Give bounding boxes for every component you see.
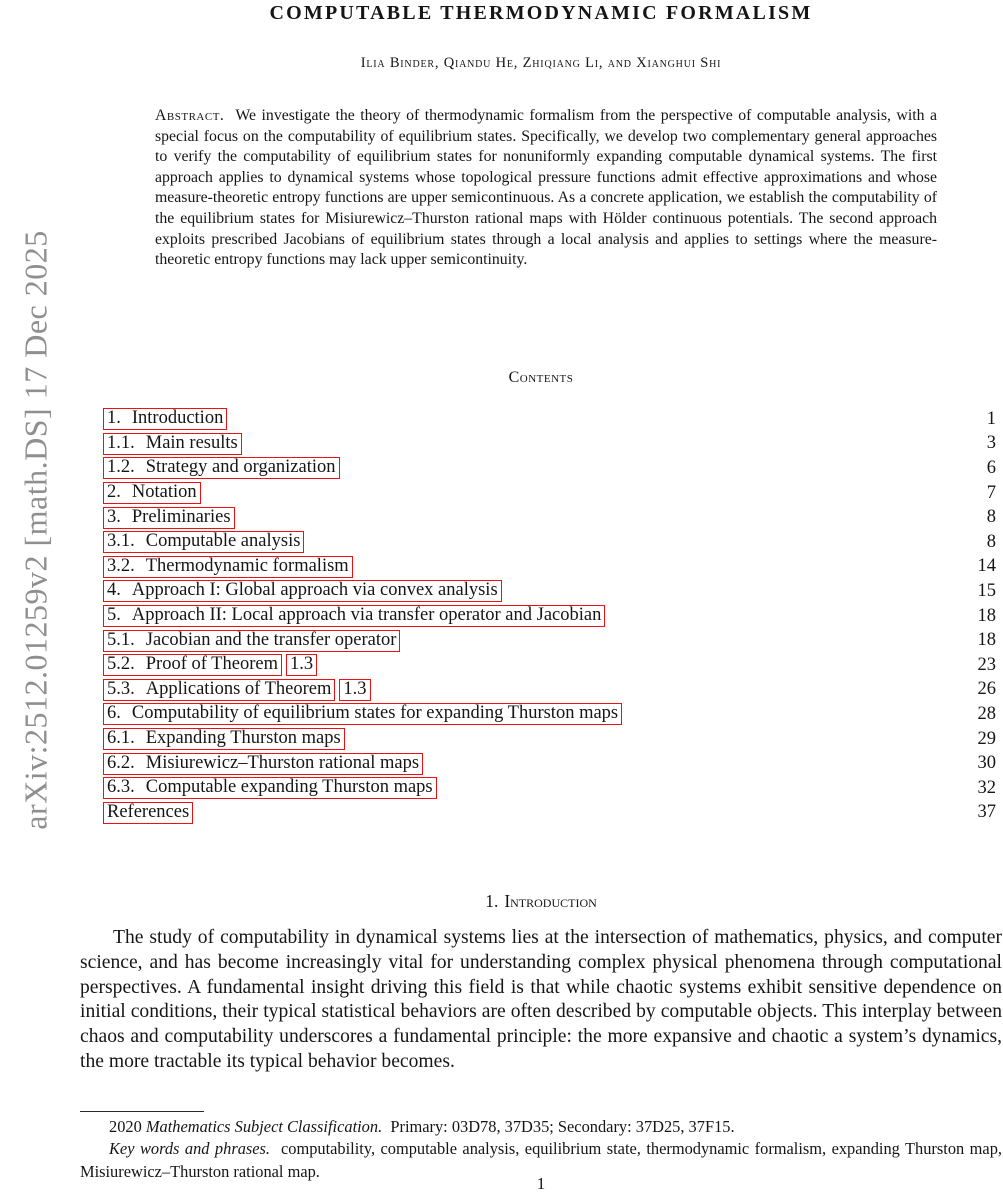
toc-entry-title: Preliminaries — [131, 506, 231, 527]
keywords-text: computability, computable analysis, equilibrium state, thermodynamic formalism, expanding Thurston map, Misiurewicz–Thurston rational map. — [80, 1139, 1002, 1181]
toc-entry — [103, 628, 996, 653]
toc-entry-left — [103, 580, 502, 602]
toc-entry — [103, 678, 996, 703]
toc-page-number: 14 — [977, 556, 996, 577]
toc-entry-title: Approach I: Global approach via convex analysis — [131, 580, 498, 601]
section-title: Introduction — [504, 891, 597, 911]
toc-page-number: 37 — [977, 802, 996, 823]
toc-entry-left — [103, 728, 345, 750]
msc-footnote — [80, 1116, 1002, 1138]
toc-link[interactable] — [103, 433, 242, 455]
msc-text: Primary: 03D78, 37D35; Secondary: 37D25, 37F15. — [390, 1117, 735, 1136]
toc-entry — [103, 432, 996, 457]
toc-entry-left — [103, 457, 340, 479]
toc-entry — [103, 481, 996, 506]
toc-entry-title: Jacobian and the transfer operator — [145, 629, 397, 650]
toc-entry-left — [103, 408, 227, 430]
toc-page-number: 29 — [977, 728, 996, 749]
toc-entry-number: 3.2. — [107, 555, 135, 576]
toc-entry — [103, 776, 996, 801]
toc-entry-title: Expanding Thurston maps — [145, 728, 341, 749]
toc-entry-left — [103, 777, 437, 799]
msc-label: Mathematics Subject Classification. — [145, 1117, 383, 1136]
toc-link[interactable] — [103, 531, 304, 553]
contents-heading: Contents — [508, 369, 574, 386]
toc-entry-title: Computable expanding Thurston maps — [145, 777, 433, 798]
toc-page-number: 8 — [986, 507, 996, 528]
toc-entry-left — [103, 630, 400, 652]
toc-entry — [103, 604, 996, 629]
msc-year: 2020 — [109, 1117, 142, 1136]
toc-entry-number: 4. — [107, 580, 121, 601]
toc-link[interactable] — [103, 753, 423, 775]
section-heading — [80, 891, 1002, 912]
toc-link[interactable] — [103, 605, 605, 627]
toc-entry-left — [103, 605, 605, 627]
toc-entry-title: Strategy and organization — [145, 457, 336, 478]
toc-ref-link[interactable]: 1.3 — [286, 654, 317, 676]
toc-entry — [103, 555, 996, 580]
toc-entry-number: 6. — [107, 703, 121, 724]
toc-entry-title: Computability of equilibrium states for expanding Thurston maps — [131, 703, 619, 724]
toc-entry — [103, 456, 996, 481]
toc-entry-left — [103, 507, 235, 529]
toc-entry-number: 3.1. — [107, 531, 135, 552]
toc-page-number: 30 — [977, 753, 996, 774]
toc-entry — [103, 530, 996, 555]
toc-page-number: 18 — [977, 605, 996, 626]
toc-page-number: 6 — [986, 457, 996, 478]
toc-page-number: 26 — [977, 679, 996, 700]
toc-entry-title: Applications of Theorem — [145, 678, 332, 699]
toc-page-number: 23 — [977, 654, 996, 675]
toc-link[interactable] — [103, 507, 235, 529]
toc-entry-number: 6.3. — [107, 777, 135, 798]
toc-entry — [103, 407, 996, 432]
toc-entry-title: Introduction — [131, 408, 224, 429]
toc-entry-number: 5.2. — [107, 654, 135, 675]
toc-page-number: 28 — [977, 703, 996, 724]
toc-page-number: 3 — [986, 433, 996, 454]
toc-entry-number: 5.3. — [107, 678, 135, 699]
paper-body — [80, 0, 1002, 1200]
arxiv-stamp: arXiv:2512.01259v2 [math.DS] 17 Dec 2025 — [17, 230, 54, 830]
paper-title: COMPUTABLE THERMODYNAMIC FORMALISM — [269, 2, 813, 24]
intro-paragraph: The study of computability in dynamical systems lies at the intersection of mathematics, physics, and computer science, and has become increasingly vital for understanding complex physical phenomena through computational perspectives. A fundamental insight driving this field is that while chaotic systems exhibit sensitive dependence on initial conditions, their typical statistical behaviors are often described by computable objects. This interplay between chaos and computability underscores a fundamental principle: the more expansive and chaotic a system’s dynamics, the more tractable its typical behavior becomes. — [80, 927, 1002, 1072]
toc-entry-number: 6.1. — [107, 728, 135, 749]
toc-link[interactable] — [103, 482, 201, 504]
toc-entry-left — [103, 679, 371, 701]
page-number: 1 — [536, 1174, 546, 1193]
toc-entry-left — [103, 654, 317, 676]
toc-entry-number: 2. — [107, 482, 121, 503]
toc-entry — [103, 801, 996, 826]
toc-entry-left — [103, 482, 201, 504]
toc-entry-left — [103, 433, 242, 455]
toc-entry-number: 5. — [107, 605, 121, 626]
toc-entry-left — [103, 556, 353, 578]
abstract-block — [155, 106, 937, 271]
toc-entry-left — [103, 802, 193, 824]
toc-link[interactable] — [103, 457, 340, 479]
toc-entry-title: Main results — [145, 432, 238, 453]
toc-entry-left — [103, 531, 304, 553]
toc-entry — [103, 727, 996, 752]
keywords-label: Key words and phrases. — [109, 1139, 271, 1159]
toc-link[interactable] — [103, 408, 227, 430]
toc-link[interactable] — [103, 654, 282, 676]
toc-entry-title: Proof of Theorem — [145, 654, 278, 675]
toc-entry-number: 1. — [107, 408, 121, 429]
toc-entry — [103, 702, 996, 727]
toc-entry — [103, 505, 996, 530]
toc-link[interactable] — [103, 556, 353, 578]
toc-entry-title: References — [107, 801, 190, 822]
toc-page-number: 1 — [986, 408, 996, 429]
toc-page-number: 18 — [977, 630, 996, 651]
toc-entry-number: 5.1. — [107, 629, 135, 650]
authors-line: Ilia Binder, Qiandu He, Zhiqiang Li, and Xianghui Shi — [360, 55, 722, 71]
toc-link[interactable] — [103, 703, 622, 725]
toc-entry-title: Notation — [131, 482, 197, 503]
toc-ref-link[interactable]: 1.3 — [339, 679, 370, 701]
toc-entry-number: 3. — [107, 506, 121, 527]
section-number: 1. — [485, 891, 499, 911]
toc-entry — [103, 653, 996, 678]
toc-entry-title: Computable analysis — [145, 531, 301, 552]
toc-page-number: 32 — [977, 777, 996, 798]
toc-entry-number: 6.2. — [107, 752, 135, 773]
toc-link[interactable] — [103, 580, 502, 602]
toc-entry-left — [103, 703, 622, 725]
abstract-label: Abstract. — [155, 107, 225, 124]
toc-link[interactable] — [103, 802, 193, 824]
footnotes-block — [80, 1116, 1002, 1183]
toc-entry-title: Misiurewicz–Thurston rational maps — [145, 752, 420, 773]
toc-entry-left — [103, 753, 423, 775]
toc-entry-number: 1.2. — [107, 457, 135, 478]
toc-entry-title: Approach II: Local approach via transfer operator and Jacobian — [131, 605, 602, 626]
toc-link[interactable] — [103, 777, 437, 799]
toc-entry-number: 1.1. — [107, 432, 135, 453]
toc-link[interactable] — [103, 679, 335, 701]
toc-entry-title: Thermodynamic formalism — [145, 555, 349, 576]
toc-link[interactable] — [103, 728, 345, 750]
toc-list — [103, 407, 996, 825]
toc-entry — [103, 579, 996, 604]
abstract-text: We investigate the theory of thermodynamic formalism from the perspective of computable analysis, with a special focus on the computability of equilibrium states. Specifically, we develop two complementary general approaches to verify the computability of equilibrium states for nonuniformly expanding computable dynamical systems. The first approach applies to dynamical systems whose topological pressure functions admit effective approximations and whose measure-theoretic entropy functions are upper semicontinuous. As a concrete application, we establish the computability of the equilibrium states for Misiurewicz–Thurston rational maps with Hölder continuous potentials. The second approach exploits prescribed Jacobians of equilibrium states through a local analysis and applies to settings where the measure-theoretic entropy functions may lack upper semicontinuity. — [155, 107, 938, 269]
toc-entry — [103, 751, 996, 776]
toc-link[interactable] — [103, 630, 400, 652]
toc-page-number: 7 — [986, 482, 996, 503]
toc-page-number: 8 — [986, 531, 996, 552]
toc-page-number: 15 — [977, 580, 996, 601]
footnote-rule — [80, 1111, 204, 1112]
